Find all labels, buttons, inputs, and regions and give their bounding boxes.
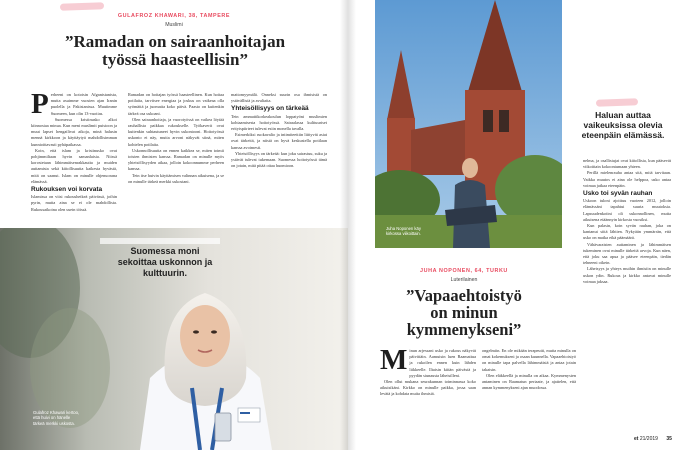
right-col1-p2: Olen ollut mukana seurakunnan toiminnassa koko aikuisikäni. Kirkko on minulle paikka, jossa saan levätä ja kohdata muita ihmisiä. xyxy=(380,379,476,397)
right-role: Luterilainen xyxy=(450,277,478,283)
right-col3-p5: Vähävaraisten auttaminen ja lähimmäisen tukeminen ovat minulle tärkeitä arvoja. Kun näen, että joku saa apua ja pääsee eteenpäin, tiedän tehneeni oikein. xyxy=(583,241,671,266)
brush-decoration-right xyxy=(596,98,638,106)
page-footer xyxy=(634,436,672,442)
footer-issue: 21/2019 xyxy=(639,436,658,442)
right-column-1 xyxy=(380,348,476,438)
left-col2-p3: Uskonnollisuutta on ennen kaikkea se, miten toimii toisten ihmisten kanssa. Ramadan on minulle myös yhteisöllisyyden aikaa, jolloin kokoonnumme perheen kanssa. xyxy=(128,147,224,172)
church-photo-illustration xyxy=(375,0,562,248)
left-kicker: GULAFROZ KHAWARI, 38, TAMPERE xyxy=(117,13,231,19)
left-col1-p4: Islamissa on viisi rukoushetkeä päivässä, joihin pyrin, mutta aina se ei ole mahdollista. Rukousaikoina olen usein töissä. xyxy=(31,194,117,212)
left-col2-p4: Tein itse huivin käyttämisen valinnan aikuisena, ja se on minulle tärkeä merkki uskostani. xyxy=(128,172,224,184)
right-col3-p6: Läheisyys ja yhteys muihin ihmisiin on minulle uskon ydin. Rukous ja kirkko antavat minulle voimaa jaksaa. xyxy=(583,266,671,284)
left-col3-p2: Tein ammattikorkeakoulun loppatyöni muslimien kohtaamisesta hoitotyössä. Sairaalassa kulttuuriset erityispiirteet tulevat esiin monella tavalla. xyxy=(231,113,327,132)
right-col1-p1: inun arjessani usko ja rukous näkyvät päivittäin. Aamuisin luen Raamattua ja rukoilen ennen kuin lähden liikkeelle. Iltaisin kiitän päivästä ja pyydän siunausta läheisilleni. xyxy=(409,348,476,378)
left-role: Muslimi xyxy=(165,22,183,28)
left-col2-p2: Olen sairaanhoitaja, ja vuorotyössä on vaikea löytää rauhallista paikkaa rukoukselle. Työkaverit ovat kuitenkin suhtautuneet hyvin uskontooni. Hoitotyössä uskonto ei näy, mutta arvoni näkyvät siinä, miten kohtelen potilaita. xyxy=(128,116,224,147)
right-kicker: JUHA NOPONEN, 64, TURKU xyxy=(420,268,508,274)
left-col1-p3: Koin, että islam ja kristinusko ovat pohjimmiltaan hyvin samanlaisia. Niissä korostetaan lähimmäisenrakkautta ja muiden auttamista sekä kiitollisuutta kaikesta hyvästä, mitä on saanut. Islam on minulle ohjenuorana elämässä. xyxy=(31,147,117,184)
left-column-1 xyxy=(31,92,117,227)
right-headline-line1: ”Vapaaehtoistyö xyxy=(406,286,522,305)
right-column-3 xyxy=(583,158,671,433)
footer-magazine: et xyxy=(634,436,639,442)
left-dropcap: P xyxy=(31,92,49,120)
brush-decoration xyxy=(60,2,104,11)
right-col2-p2: Olen eläkkeellä ja minulla on aikaa. Kymmenysten antaminen on Raamatun periaate, ja ajattelen, että annan kymmenykseni ajan muodossa. xyxy=(482,372,576,391)
left-col1-p2: Suomessa kristinusko alkoi kiinnostaa minua. Kun meni muslimit puistoon ja muut lapset hengailivat aikoja, minä halusin mennä kirkkoon ja käyttäytyä mahdollisimman kunnioittavasti pyhäpaikassa. xyxy=(31,116,117,147)
left-col1-intro: erheeni on kotoisin Afganistanista, mutta asuimme vuosien ajan Iranin puolella ja Pakistanissa. Muutimme Suomeen, kun olin 13-vuotias. xyxy=(50,92,117,116)
right-headline-line2: on minun xyxy=(430,303,498,322)
left-col1-subheading: Rukouksen voi korvata xyxy=(31,186,103,194)
left-column-2 xyxy=(128,92,224,227)
right-col3-p3: Uskoon tuloni ajoittuu vuoteen 2012, jolloin elämässäni tapahtui suuria muutoksia. Lapsuudenkotini oli uskonnollinen, mutta aikuisena etäännyin kirkosta vuosiksi. xyxy=(583,198,671,222)
left-col3-subheading: Yhteisöllisyys on tärkeää xyxy=(231,105,309,113)
right-col3-subheading: Usko toi syvän rauhan xyxy=(583,190,653,198)
left-photo-caption: Gulafroz Khawari kertoo, että huivi on hänelle tärkeä merkki uskosta. xyxy=(33,410,80,426)
left-col3-p1: mattomyymälä. Onneksi suurin osa ihmisistä on ystävällisiä ja avuliaita. xyxy=(231,92,327,104)
right-headline-line3: kymmenykseni” xyxy=(406,320,522,339)
right-col3-p1: nelma, ja osallistujat ovat kiitollisia, kun pääsevät viikoittain kokoontumaan yhteen. xyxy=(583,158,671,170)
left-pull-quote: Suomessa moni sekoittaa uskonnon ja kulttuurin. xyxy=(117,246,213,278)
right-col2-p1: ongelmiin. En ole mikään terapeutti, mutta minulla on omat kokemukseni ja osaan kuunnella. Vapaaehtoistyö on minulle tapa palvella lähimmäisiä ja antaa jotain takaisin. xyxy=(482,348,576,372)
right-photo-caption: Juha Noponen käy kirkossa viikoittain. xyxy=(386,226,421,237)
right-column-2 xyxy=(482,348,576,438)
left-headline xyxy=(20,33,330,69)
left-headline-line2: työssä haasteellisin” xyxy=(102,50,248,69)
right-col3-p2: Perillä mielenrauha antaa sitä, mitä tarvitaan. Vaikka muutos ei aina ole helppoa, usko antaa voimaa jatkaa eteenpäin. xyxy=(583,170,671,188)
right-headline xyxy=(358,287,570,338)
right-page xyxy=(348,0,696,450)
page-number: 35 xyxy=(666,436,672,442)
left-col2-p1: Ramadan on hoitajan työssä haasteellinen. Kun hoitaa potilaita, tarvitsee energiaa ja joskus on vaikeaa olla syömättä ja juomatta koko päivä. Paasto on kuitenkin tärkeä osa uskoani. xyxy=(128,92,224,116)
right-pull-quote: Haluan auttaa vaikeuksissa olevia eteenpäin elämässä. xyxy=(581,110,665,141)
left-col3-p4: Yhteisöllisyys on tärkeää: kun joku sairastuu, suku ja ystävät tulevat tukemaan. Suomessa hoitotyössä tämä on jotain, mitä pitää ottaa huomioon. xyxy=(231,150,327,169)
left-column-3 xyxy=(231,92,327,227)
right-dropcap: M xyxy=(380,348,408,376)
church-photo xyxy=(375,0,562,248)
right-col3-p4: Kun palasin, koin syvän rauhan, joka on kantanut siitä lähtien. Nykyään ymmärrän, että usko on matka eikä päämäärä. xyxy=(583,223,671,241)
left-headline-line1: ”Ramadan on sairaanhoitajan xyxy=(64,32,286,51)
left-col3-p3: Esimerkiksi ruokavalio ja intimiteettiin liittyvät asiat ovat tärkeitä, ja niistä on hyvä keskustella potilaan kanssa avoimesti. xyxy=(231,132,327,150)
